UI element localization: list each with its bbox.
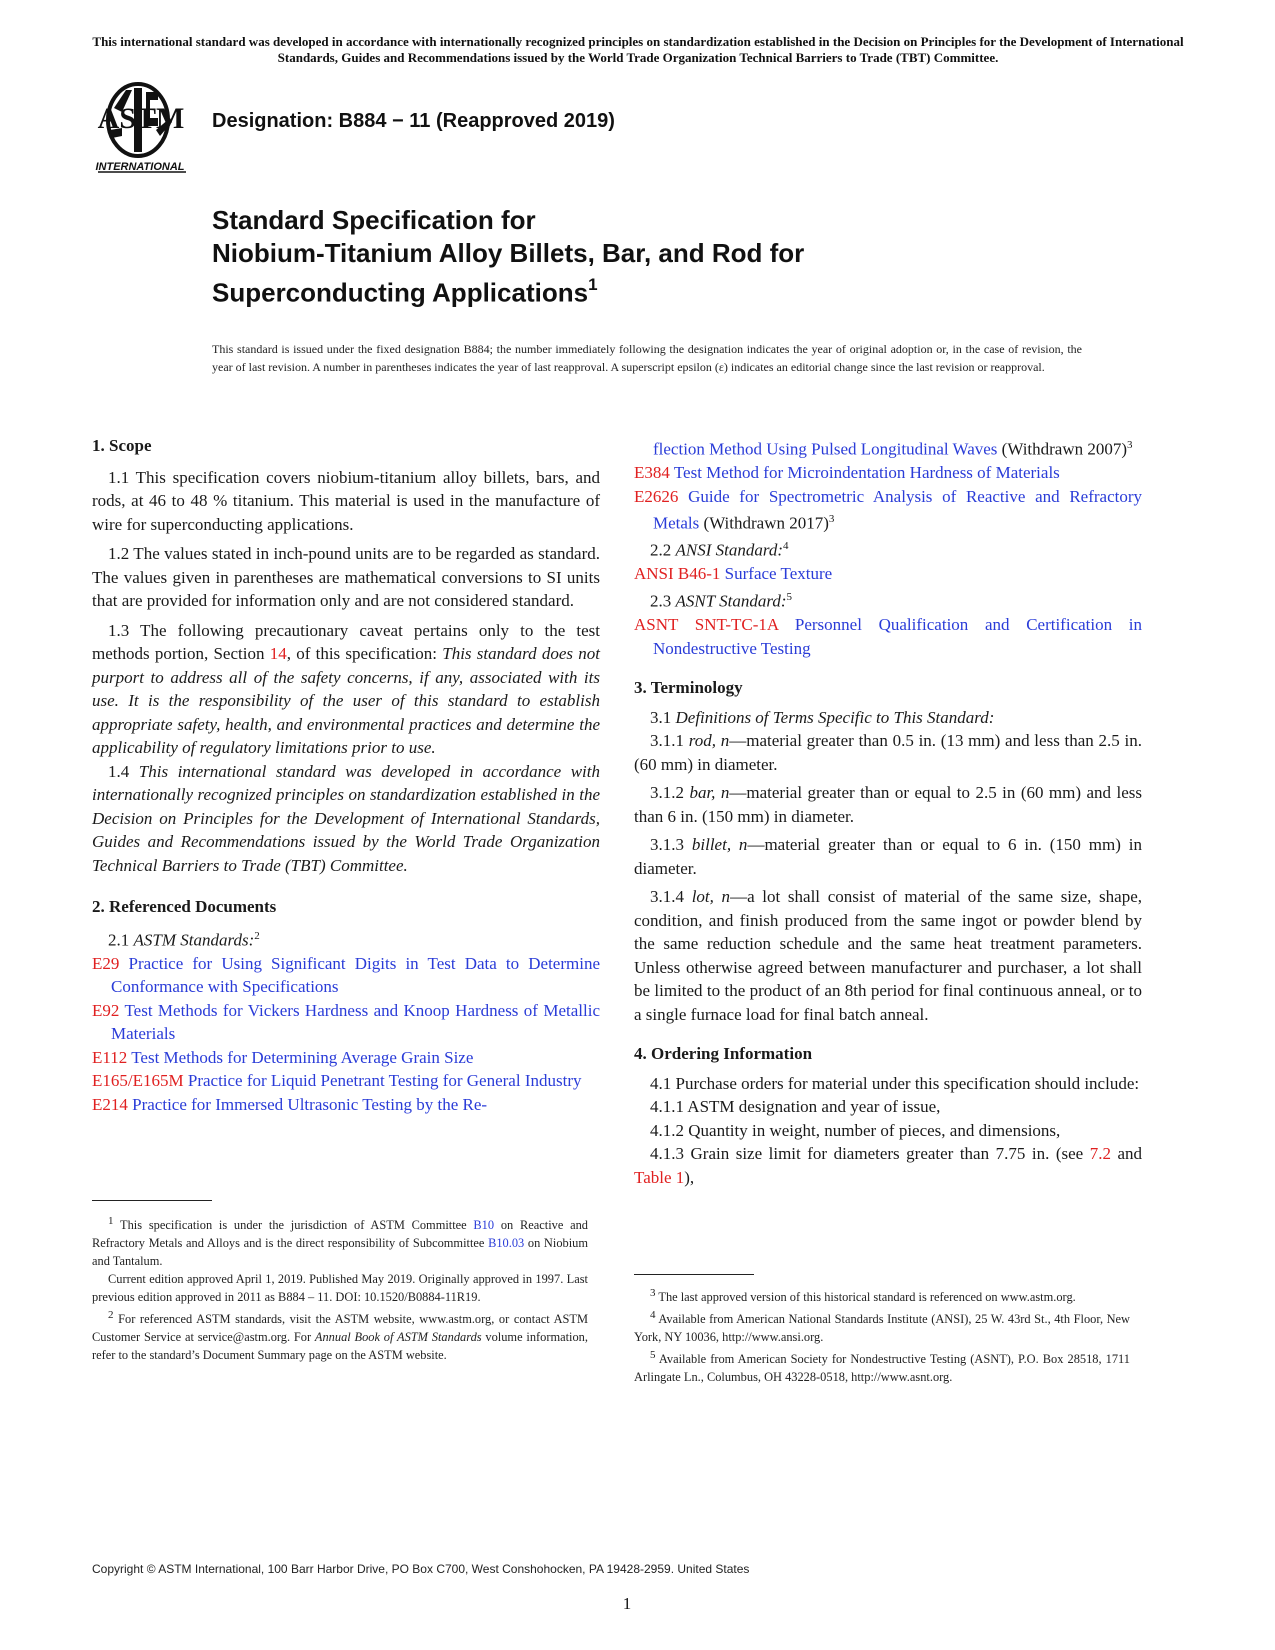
footnote-text: on Niobium and Tantalum. [92, 1236, 588, 1269]
footnote-mark: 4 [650, 1309, 656, 1322]
footnote-text: For referenced ASTM standards, visit the ASTM website, www.astm.org, or contact ASTM Customer Service at service@astm.org. For [92, 1312, 588, 1345]
para-2-3-num: 2.3 [650, 591, 676, 611]
ref-title[interactable]: Personnel Qualification and Certification in Nondestructive Testing [653, 615, 1143, 658]
safety-caveat: This standard does not purport to address all of the safety concerns, if any, associated with its use. It is the responsibility of the user of this standard to establish appropriate safety, health, and environmental practices and determine the applicability of regulatory limitations prior to use. [92, 644, 600, 757]
definitions-label: Definitions of Terms Specific to This Standard: [675, 707, 995, 727]
footnote-text: The last approved version of this historical standard is referenced on www.astm.org. [655, 1290, 1076, 1305]
ref-asnt[interactable] [634, 613, 1142, 660]
def-bar [634, 781, 1142, 828]
para-4-1-3-end: ), [684, 1167, 695, 1187]
para-4-1-2: 4.1.2 Quantity in weight, number of pieces, and dimensions, [650, 1120, 1061, 1140]
ref-title[interactable]: Practice for Liquid Penetrant Testing for General Industry [187, 1071, 582, 1091]
footnotes-right [634, 1284, 1130, 1386]
footnote-text: Available from American Society for Nondestructive Testing (ASNT), P.O. Box 28518, 1711 Arlingate Ln., Columbus, OH 43228-0518, http://www.asnt.org. [634, 1352, 1130, 1385]
logo-text: ASTM [97, 102, 185, 135]
para-4-1-3-text: 4.1.3 Grain size limit for diameters greater than 7.75 in. (see [650, 1144, 1090, 1164]
para-1-4 [92, 760, 600, 878]
para-4-1-3 [634, 1142, 1142, 1189]
ref-code[interactable]: ANSI B46-1 [634, 564, 721, 584]
ref-e214[interactable] [92, 1093, 600, 1117]
astm-logo [92, 78, 200, 178]
footnote-mark-4: 4 [783, 540, 789, 553]
para-3-1-num: 3.1 [650, 707, 676, 727]
def-term: rod, n [688, 731, 730, 751]
para-2-2-num: 2.2 [650, 540, 676, 560]
def-text: —material greater than 0.5 in. (13 mm) and less than 2.5 in. (60 mm) in diameter. [634, 731, 1143, 774]
para-1-2: 1.2 The values stated in inch-pound units are to be regarded as standard. The values given in parentheses are mathematical conversions to SI units that are provided for information only and are not considered standard. [92, 544, 600, 610]
para-1-3-mid: , of this specification: [286, 644, 443, 663]
footnote-mark-2: 2 [254, 929, 260, 942]
ref-code[interactable]: ASNT SNT-TC-1A [634, 615, 779, 635]
footnote-mark: 5 [650, 1349, 656, 1362]
footnote-1 [92, 1212, 588, 1270]
designation: Designation: B884 − 11 (Reapproved 2019) [212, 110, 615, 132]
footnote-mark: 1 [108, 1215, 114, 1227]
para-2-2 [634, 535, 1142, 562]
ref-e165[interactable] [92, 1069, 600, 1093]
right-column [634, 434, 1142, 1189]
page-number: 1 [622, 1594, 632, 1613]
para-4-1-1: 4.1.1 ASTM designation and year of issue, [650, 1097, 941, 1117]
footnote-text: This specification is under the jurisdiction of ASTM Committee [113, 1218, 474, 1233]
withdrawn-note: (Withdrawn 2017) [699, 513, 829, 533]
def-term: bar, n [689, 783, 730, 803]
ref-code[interactable]: E112 [92, 1047, 128, 1067]
astm-logo-icon [92, 78, 200, 178]
ref-code[interactable]: E92 [92, 1000, 120, 1020]
ref-title[interactable]: Guide for Spectrometric Analysis of Reactive and Refractory Metals [653, 486, 1142, 533]
def-term: billet, n [691, 835, 748, 855]
ref-title-continued[interactable]: flection Method Using Pulsed Longitudinal Waves [653, 439, 998, 459]
ref-e214-continued[interactable] [634, 434, 1142, 461]
def-billet [634, 833, 1142, 880]
issuance-note: This standard is issued under the fixed designation B884; the number immediately following the designation indicates the year of original adoption or, in the case of revision, the year of last revision. A number in parentheses indicates the year of last reapproval. A superscript epsilon (ε) indicates an editorial change since the last revision or reapproval. [212, 342, 1082, 374]
document-title [212, 204, 1112, 310]
title-line-2: Niobium-Titanium Alloy Billets, Bar, and Rod for [212, 238, 805, 268]
ref-e92[interactable] [92, 999, 600, 1046]
wto-notice: This international standard was developed in accordance with internationally recognized principles on standardization established in the Decision on Principles for the Development of International Standards, Guides and Recommendations issued by the World Trade Organization Technical Barriers to Trade (TBT) Committee. [92, 34, 1184, 65]
footnote-rule-right [634, 1274, 754, 1275]
para-4-1: 4.1 Purchase orders for material under this specification should include: [650, 1073, 1140, 1093]
def-rod [634, 729, 1142, 776]
logo-subtext: INTERNATIONAL [95, 161, 185, 173]
ref-code[interactable]: E384 [634, 463, 670, 483]
footnote-mark-5: 5 [786, 590, 792, 603]
def-text: —material greater than or equal to 2.5 in (60 mm) and less than 6 in. (150 mm) in diameter. [634, 783, 1142, 826]
left-column [92, 434, 600, 1116]
footnote-mark: 2 [108, 1309, 114, 1322]
footnote-3 [634, 1284, 1130, 1306]
ref-e2626[interactable] [634, 485, 1142, 536]
def-text: —a lot shall consist of material of the same size, shape, condition, and finish produced from the same ingot or powder blend by the same reduction schedule and the same heat treatment parameters. Unless otherwise agreed between manufacturer and purchaser, a lot shall be limited to the product of an 8th period for final continuous anneal, or to a single furnace load for final batch anneal. [634, 887, 1143, 1024]
def-lot [634, 885, 1142, 1026]
para-1-4-text: This international standard was developed in accordance with internationally recognized principles on standardization established in the Decision on Principles for the Development of International Standards, Guides and Recommendations issued by the World Trade Organization Technical Barriers to Trade (TBT) Committee. [92, 761, 600, 875]
para-4-1-3-mid: and [1110, 1144, 1142, 1164]
footnote-5 [634, 1346, 1130, 1386]
ref-code[interactable]: E2626 [634, 486, 679, 506]
footnote-2 [92, 1306, 588, 1364]
table-1-link[interactable]: Table 1 [634, 1167, 685, 1187]
def-num: 3.1.4 [650, 887, 692, 907]
def-num: 3.1.3 [650, 835, 692, 855]
title-line-3: Superconducting Applications [212, 277, 589, 308]
ref-title[interactable]: Test Methods for Determining Average Grain Size [131, 1047, 474, 1067]
para-2-1 [92, 925, 600, 952]
footnotes-left [92, 1212, 588, 1364]
ref-title[interactable]: Test Methods for Vickers Hardness and Knoop Hardness of Metallic Materials [111, 1000, 600, 1044]
copyright-line: Copyright © ASTM International, 100 Barr Harbor Drive, PO Box C700, West Conshohocken, PA 19428-2959. United States [92, 1562, 750, 1576]
ref-title[interactable]: Practice for Immersed Ultrasonic Testing by the Re- [132, 1094, 488, 1114]
annual-book-title: Annual Book of ASTM Standards [314, 1330, 482, 1345]
section-heading-ordering: 4. Ordering Information [634, 1044, 813, 1064]
section-heading-terminology: 3. Terminology [634, 678, 743, 698]
footnote-4 [634, 1306, 1130, 1346]
footnote-rule-left [92, 1200, 212, 1201]
para-1-3-text: 1.3 The following precautionary caveat pertains only to the test methods portion, Section [92, 620, 600, 663]
para-3-1 [634, 706, 1142, 730]
subcommittee-b10-03-link[interactable]: B10.03 [488, 1236, 525, 1251]
ansi-standard-label: ANSI Standard: [675, 540, 784, 560]
ref-e112[interactable] [92, 1046, 600, 1070]
ref-title[interactable]: Test Method for Microindentation Hardness of Materials [673, 463, 1060, 483]
ref-code[interactable]: E214 [92, 1094, 128, 1114]
para-2-3 [634, 586, 1142, 613]
para-1-4-num: 1.4 [108, 761, 139, 781]
footnote-text: on Reactive and Refractory Metals and Alloys and is the direct responsibility of Subcommittee [92, 1218, 588, 1251]
footnote-1b: Current edition approved April 1, 2019. Published May 2019. Originally approved in 1997. Last previous edition approved in 2011 as B884 – 11. DOI: 10.1520/B0884-11R19. [92, 1272, 588, 1305]
title-line-1: Standard Specification for [212, 205, 536, 235]
ref-title[interactable]: Practice for Using Significant Digits in Test Data to Determine Conformance with Specifications [111, 953, 600, 997]
def-num: 3.1.2 [650, 783, 690, 803]
footnote-text: Available from American National Standards Institute (ANSI), 25 W. 43rd St., 4th Floor, New York, NY 10036, http://www.ansi.org. [634, 1312, 1130, 1345]
ref-e29[interactable] [92, 952, 600, 999]
footnote-mark: 3 [650, 1287, 656, 1299]
section-14-link[interactable]: 14 [269, 644, 287, 663]
footnote-mark-3: 3 [828, 513, 835, 526]
astm-standards-label: ASTM Standards: [133, 930, 255, 950]
ref-code[interactable]: E29 [92, 953, 120, 973]
footnote-text: volume information, refer to the standard’s Document Summary page on the ASTM website. [92, 1330, 588, 1363]
footnote-mark-3: 3 [1127, 439, 1133, 451]
ref-ansi[interactable] [634, 562, 1142, 586]
title-footnote-mark: 1 [588, 275, 598, 294]
ref-title[interactable]: Surface Texture [724, 564, 833, 584]
section-7-2-link[interactable]: 7.2 [1089, 1144, 1111, 1164]
def-text: —material greater than or equal to 6 in. (150 mm) in diameter. [634, 835, 1142, 878]
para-1-3 [92, 619, 600, 760]
asnt-standard-label: ASNT Standard: [675, 591, 787, 611]
para-1-1: 1.1 This specification covers niobium-titanium alloy billets, bars, and rods, at 46 to 48 % titanium. This material is used in the manufacture of wire for superconducting applications. [92, 467, 600, 534]
ref-code[interactable]: E165/E165M [92, 1071, 184, 1091]
def-term: lot, n [691, 887, 731, 907]
withdrawn-note: (Withdrawn 2007) [997, 439, 1128, 459]
def-num: 3.1.1 [650, 731, 689, 751]
ref-e384[interactable] [634, 461, 1142, 485]
section-heading-referenced-documents: 2. Referenced Documents [92, 897, 277, 916]
section-heading-scope: 1. Scope [92, 436, 152, 455]
para-2-1-num: 2.1 [108, 930, 134, 950]
committee-b10-link[interactable]: B10 [473, 1218, 495, 1233]
